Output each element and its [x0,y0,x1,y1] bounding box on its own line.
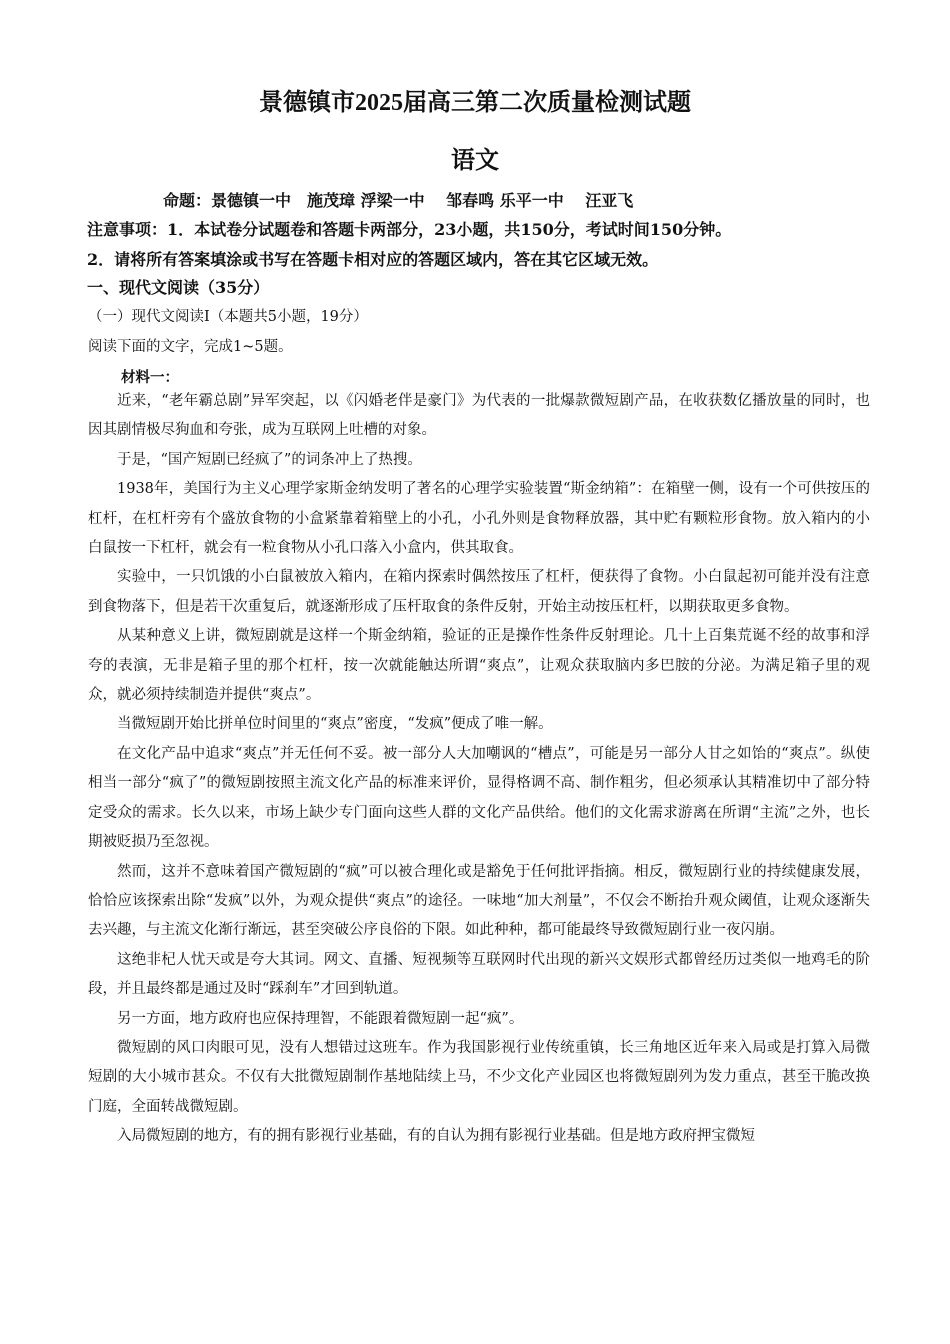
subject-title: 语文 [451,145,499,174]
notice-line-1: 注意事项：1．本试卷分试题卷和答题卡两部分，23小题，共150分，考试时间150分钟。 [87,220,732,239]
notice-line-2: 2．请将所有答案填涂或书写在答题卡相对应的答题区域内，答在其它区域无效。 [87,250,659,269]
paragraph: 另一方面，地方政府也应保持理智，不能跟着微短剧一起“疯”。 [117,1010,524,1027]
paragraph: 入局微短剧的地方，有的拥有影视行业基础，有的自认为拥有影视行业基础。但是地方政府押宝微短 [117,1128,755,1145]
exam-title: 景德镇市2025届高三第二次质量检测试题 [259,90,691,116]
paragraph: 在文化产品中追求“爽点”并无任何不妥。被一部分人大加嘲讽的“槽点”，可能是另一部分人甘之如饴的“爽点”。纵使相当一部分“疯了”的微短剧按照主流文化产品的标准来评价，显得格调不高、制作粗劣，但必须承认其精准切中了部分特定受众的需求。长久以来，市场上缺少专门面向这些人群的文化产品供给。他们的文化需求游离在所谓“主流”之外，也长期被贬损乃至忽视。 [88,745,870,851]
paragraph: 然而，这并不意味着国产微短剧的“疯”可以被合理化或是豁免于任何批评指摘。相反，微短剧行业的持续健康发展，恰恰应该探索出除“发疯”以外，为观众提供“爽点”的途径。一味地“加大剂量”，不仅会不断抬升观众阈值，让观众逐渐失去兴趣，与主流文化渐行渐远，甚至突破公序良俗的下限。如此种种，都可能最终导致微短剧行业一夜闪崩。 [88,863,870,939]
material-label: 材料一： [121,369,179,386]
paragraph: 近来，“老年霸总剧”异军突起，以《闪婚老伴是豪门》为代表的一批爆款微短剧产品，在收获数亿播放量的同时，也因其剧情极尽狗血和夸张，成为互联网上吐槽的对象。 [88,393,870,439]
paragraph: 实验中，一只饥饿的小白鼠被放入箱内，在箱内探索时偶然按压了杠杆，便获得了食物。小白鼠起初可能并没有注意到食物落下，但是若干次重复后，就逐渐形成了压杆取食的条件反射，开始主动按压杠杆，以期获取更多食物。 [88,569,870,615]
reading-instruction: 阅读下面的文字，完成1~5题。 [88,339,293,355]
paragraph: 微短剧的风口肉眼可见，没有人想错过这班车。作为我国影视行业传统重镇，长三角地区近年来入局或是打算入局微短剧的大小城市甚众。不仅有大批微短剧制作基地陆续上马，不少文化产业园区也将微短剧列为发力重点，甚至干脆改换门庭，全面转战微短剧。 [88,1039,870,1115]
section-heading: 一、现代文阅读（35分） [87,278,270,297]
paragraph: 从某种意义上讲，微短剧就是这样一个斯金纳箱，验证的正是操作性条件反射理论。几十上百集荒诞不经的故事和浮夸的表演，无非是箱子里的那个杠杆，按一次就能触达所谓“爽点”，让观众获取脑内多巴胺的分泌。为满足箱子里的观众，就必须持续制造并提供“爽点”。 [88,628,870,704]
paragraph: 这绝非杞人忧天或是夸大其词。网文、直播、短视频等互联网时代出现的新兴文娱形式都曾经历过类似一地鸡毛的阶段，并且最终都是通过及时“踩刹车”才回到轨道。 [88,951,870,998]
reading-passage [88,387,870,1152]
authors-line: 命题：景德镇一中 施茂璋 浮梁一中 邹春鸣 乐平一中 汪亚飞 [163,191,634,210]
paragraph: 于是，“国产短剧已经疯了”的词条冲上了热搜。 [117,451,422,468]
subsection-heading: （一）现代文阅读I（本题共5小题，19分） [88,309,368,325]
paragraph: 1938年，美国行为主义心理学家斯金纳发明了著名的心理学实验装置“斯金纳箱”：在箱壁一侧，设有一个可供按压的杠杆，在杠杆旁有个盛放食物的小盒紧靠着箱壁上的小孔，小孔外则是食物释放器，其中贮有颗粒形食物。放入箱内的小白鼠按一下杠杆，就会有一粒食物从小孔口落入小盒内，供其取食。 [88,481,870,557]
paragraph: 当微短剧开始比拼单位时间里的“爽点”密度，“发疯”便成了唯一解。 [117,716,553,733]
